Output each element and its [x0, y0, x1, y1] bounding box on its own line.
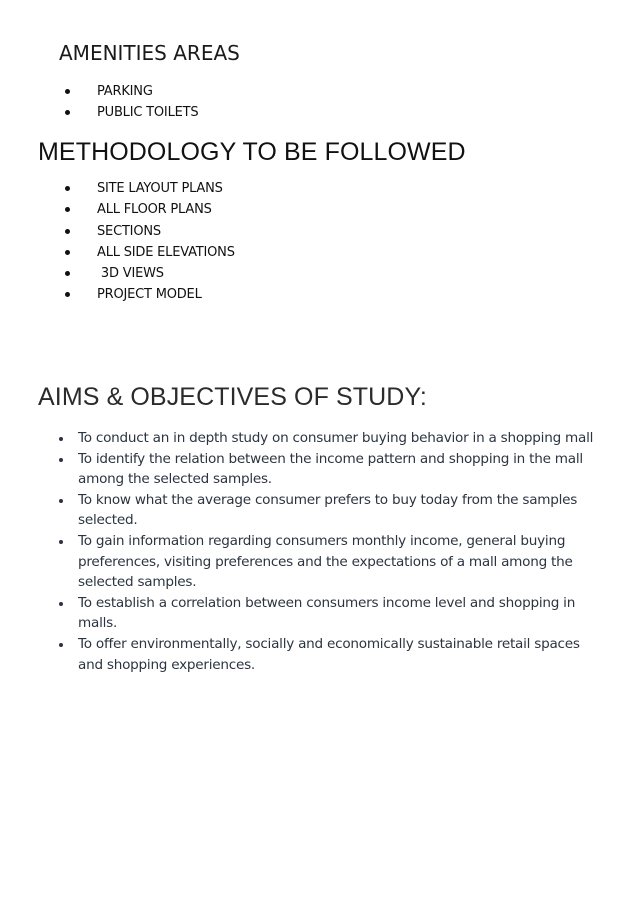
aims-list [57, 428, 597, 675]
bullet-icon [65, 292, 70, 297]
list-item [65, 263, 235, 284]
bullet-icon [65, 271, 70, 276]
bullet-icon [65, 207, 70, 212]
list-item [57, 593, 597, 634]
list-item-text: To establish a correlation between consumers income level and shopping in malls. [78, 594, 576, 632]
list-item [65, 102, 198, 123]
methodology-list [65, 178, 235, 306]
list-item [65, 199, 235, 220]
list-item [57, 634, 597, 675]
bullet-icon [65, 89, 70, 94]
bullet-icon [65, 110, 70, 115]
list-item-text: PUBLIC TOILETS [97, 105, 199, 121]
list-item-text: 3D VIEWS [97, 266, 164, 282]
list-item [57, 428, 597, 449]
bullet-icon [59, 458, 63, 462]
list-item-text: To conduct an in depth study on consumer buying behavior in a shopping mall [78, 430, 594, 446]
aims-heading: AIMS & OBJECTIVES OF STUDY: [38, 383, 427, 411]
list-item [57, 449, 597, 490]
list-item-text: PROJECT MODEL [97, 287, 202, 303]
list-item-text: To gain information regarding consumers monthly income, general buying preferences, visiting preferences and the expectations of a mall among the selected samples. [78, 532, 573, 591]
list-item-text: To know what the average consumer prefers to buy today from the samples selected. [78, 491, 578, 529]
list-item [65, 221, 235, 242]
list-item [65, 81, 198, 102]
list-item-text: To identify the relation between the income pattern and shopping in the mall among the selected samples. [78, 450, 583, 488]
list-item [65, 284, 235, 305]
bullet-icon [65, 229, 70, 234]
list-item-text: PARKING [97, 84, 153, 99]
list-item [57, 490, 597, 531]
list-item [65, 178, 235, 199]
bullet-icon [59, 602, 63, 606]
bullet-icon [65, 250, 70, 255]
bullet-icon [59, 643, 63, 647]
list-item [65, 242, 235, 263]
amenities-list [65, 81, 198, 124]
bullet-icon [59, 540, 63, 544]
methodology-heading: METHODOLOGY TO BE FOLLOWED [38, 138, 466, 166]
bullet-icon [65, 186, 70, 191]
list-item-text: SITE LAYOUT PLANS [97, 181, 223, 196]
list-item-text: ALL FLOOR PLANS [97, 202, 212, 218]
amenities-heading: AMENITIES AREAS [59, 41, 240, 65]
list-item-text: ALL SIDE ELEVATIONS [97, 244, 235, 260]
bullet-icon [59, 437, 63, 441]
bullet-icon [59, 499, 63, 503]
list-item-text: SECTIONS [97, 223, 161, 239]
list-item [57, 531, 597, 593]
list-item-text: To offer environmentally, socially and economically sustainable retail spaces and shopping experiences. [78, 635, 580, 673]
